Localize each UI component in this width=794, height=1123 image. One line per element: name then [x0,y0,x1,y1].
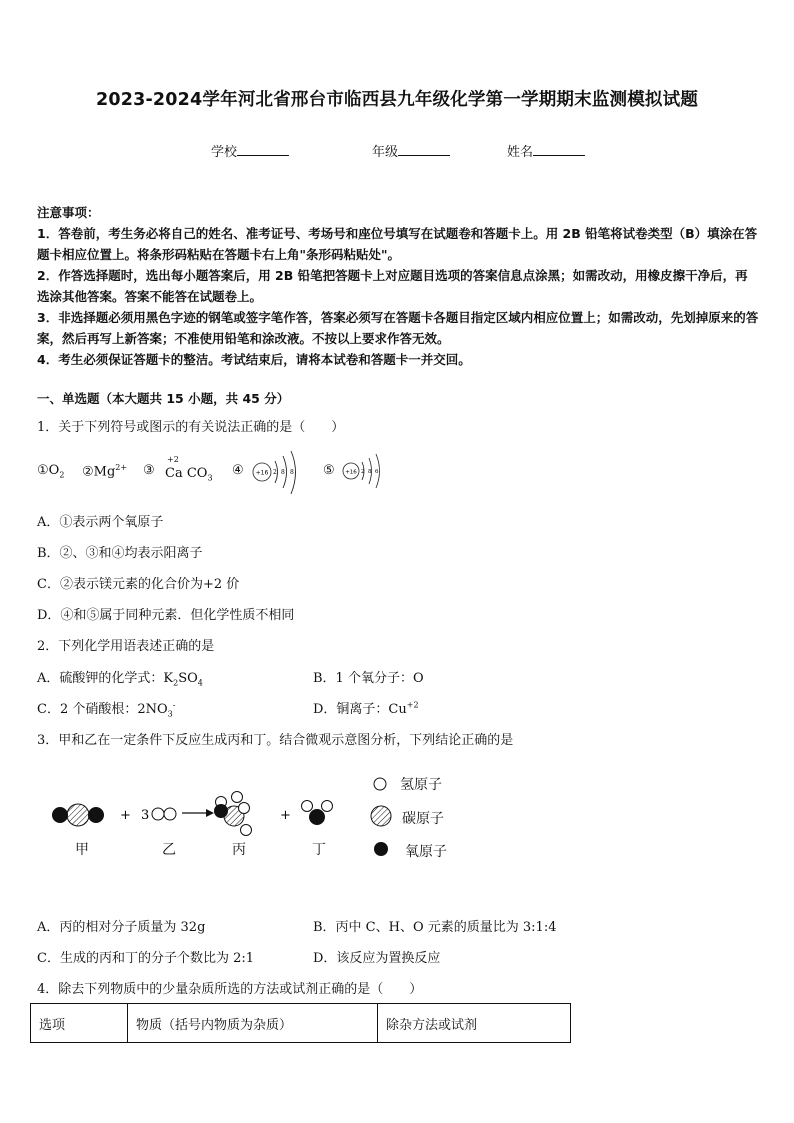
atom-structure-diagram-5 [341,452,393,492]
note-item: 3．非选择题必须用黑色字迹的钢笔或签字笔作答，答案必须写在答题卡各题目指定区域内相应位置上；如需改动，先划掉原来的答案，然后再写上新答案；不准使用铅笔和涂改液。不按以上要求作答无效。 [37,310,759,346]
school-field[interactable] [211,141,289,160]
label-ding: 丁 [312,842,326,858]
svg-text:6: 6 [375,469,379,475]
name-label: 姓名 [507,145,534,160]
symbol-3-marker: ③ [143,463,155,478]
molecule-ding [302,801,333,826]
legend-hydrogen-symbol [374,778,386,790]
note-item: 2．作答选择题时，选出每小题答案后，用 2B 铅笔把答题卡上对应题目选项的答案信息点涂黑；如需改动，用橡皮擦干净后，再选涂其他答案。答案不能答在试题卷上。 [37,268,748,304]
question-3-option-a[interactable]: A．丙的相对分子质量为 32g [37,920,206,935]
school-label: 学校 [211,145,238,160]
question-1-stem: 1．关于下列符号或图示的有关说法正确的是（ ） [37,420,345,435]
svg-text:+16: +16 [345,469,357,476]
question-2-stem: 2．下列化学用语表述正确的是 [37,639,215,654]
legend-oxygen: 氧原子 [405,844,447,860]
svg-text:+: + [280,808,291,823]
molecule-bing [214,792,252,836]
grade-label: 年级 [372,145,399,160]
section-heading: 一、单选题（本大题共 15 小题，共 45 分） [37,391,290,406]
question-2-option-d[interactable]: D．铜离子：$Cu^{+2}$ [313,700,419,717]
label-bing: 丙 [232,842,246,858]
svg-text:3: 3 [141,808,150,823]
question-3-stem: 3．甲和乙在一定条件下反应生成丙和丁。结合微观示意图分析，下列结论正确的是 [37,733,514,748]
notes-section [37,202,759,370]
impurity-removal-table [30,1003,571,1043]
label-jia: 甲 [75,842,89,858]
symbol-1: $①O_2$ [37,463,65,480]
question-2-option-a[interactable]: A．硫酸钾的化学式：$K_2SO_4$ [37,671,203,688]
legend-carbon-symbol [371,806,391,826]
question-3-option-b[interactable]: B．丙中 C、H、O 元素的质量比为 3:1:4 [313,920,557,935]
svg-text:8: 8 [281,469,285,476]
legend-oxygen-symbol [374,842,388,856]
question-1-option-a[interactable]: A．①表示两个氧原子 [37,515,164,530]
notes-heading: 注意事项： [37,205,100,220]
question-1-option-b[interactable]: B．②、③和④均表示阳离子 [37,546,203,561]
symbol-3-formula: Ca $CO_3$ [165,466,213,483]
molecule-yi [152,808,176,820]
question-2-option-b[interactable]: B．1 个氧分子：O [313,671,424,686]
symbol-3-charge: +2 [167,455,179,464]
grade-field[interactable] [372,141,450,160]
question-1-option-c[interactable]: C．②表示镁元素的化合价为+2 价 [37,577,240,592]
question-2-option-c[interactable]: C．2 个硝酸根：$2NO_3^-$ [37,700,176,719]
note-item: 4．考生必须保证答题卡的整洁。考试结束后，请将本试卷和答题卡一并交回。 [37,352,471,367]
symbol-2: $②Mg^{2+}$ [82,463,128,480]
table-header-cell: 物质（括号内物质为杂质） [128,1004,378,1043]
legend-hydrogen: 氢原子 [400,777,442,793]
table-header-cell: 除杂方法或试剂 [378,1004,571,1043]
symbol-4-marker: ④ [232,463,244,478]
page-title: 2023-2024学年河北省邢台市临西县九年级化学第一学期期末监测模拟试题 [95,90,699,110]
atom-structure-diagram-4 [250,450,312,496]
molecule-jia [52,804,104,826]
svg-text:8: 8 [290,469,294,476]
question-3-option-c[interactable]: C．生成的丙和丁的分子个数比为 2:1 [37,951,255,966]
table-header-row [31,1004,571,1043]
name-field[interactable] [507,141,585,160]
question-1-option-d[interactable]: D．④和⑤属于同种元素．但化学性质不相同 [37,608,295,623]
svg-text:+16: +16 [255,469,269,477]
svg-text:2: 2 [361,469,365,475]
svg-text:+: + [120,808,131,823]
svg-text:8: 8 [368,469,372,475]
note-item: 1．答卷前，考生务必将自己的姓名、准考证号、考场号和座位号填写在试题卷和答题卡上。用 2B 铅笔将试卷类型（B）填涂在答题卡相应位置上。将条形码粘贴在答题卡右上角"条形码粘贴处"。 [37,226,758,262]
reaction-arrow [182,809,214,817]
legend-carbon: 碳原子 [402,811,444,827]
question-3-option-d[interactable]: D．该反应为置换反应 [313,951,441,966]
table-header-cell: 选项 [31,1004,128,1043]
question-4-stem: 4．除去下列物质中的少量杂质所选的方法或试剂正确的是（ ） [37,982,423,997]
symbol-5-marker: ⑤ [323,463,335,478]
svg-text:2: 2 [273,469,277,476]
label-yi: 乙 [162,842,176,858]
